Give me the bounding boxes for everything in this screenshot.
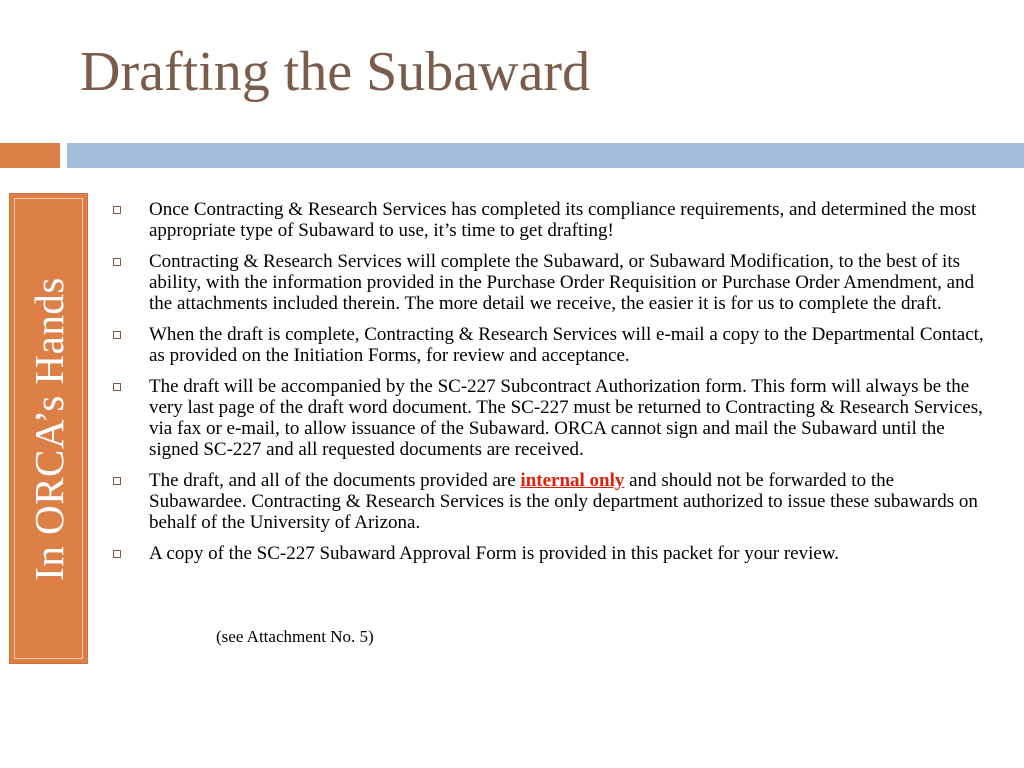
attachment-note: (see Attachment No. 5) — [216, 627, 374, 646]
accent-bar-blue — [67, 143, 1024, 168]
square-bullet-icon — [113, 550, 121, 558]
accent-bar-orange — [0, 143, 60, 168]
internal-only-emphasis: internal only — [520, 470, 625, 491]
bullet-item-1 — [113, 199, 993, 241]
square-bullet-icon — [113, 477, 121, 485]
side-panel — [9, 193, 88, 664]
square-bullet-icon — [113, 383, 121, 391]
bullet-item-4 — [113, 376, 993, 460]
bullet-list — [113, 199, 993, 574]
bullet-item-2 — [113, 251, 993, 314]
bullet-text: The draft will be accompanied by the SC-227 Subcontract Authorization form. This form will always be the very last page of the draft word document. The SC-227 must be returned to Contracting & Research Services, via fax or e-mail, to allow issuance of the Subaward. ORCA cannot sign and mail the Subaward until the signed SC-227 and all requested documents are received. — [149, 376, 983, 460]
bullet-item-3 — [113, 324, 993, 366]
page-title: Drafting the Subaward — [80, 41, 591, 103]
square-bullet-icon — [113, 331, 121, 339]
side-panel-label: In ORCA’s Hands — [25, 276, 72, 581]
bullet-text-before: The draft, and all of the documents provided are — [149, 470, 521, 491]
bullet-item-6 — [113, 543, 993, 564]
square-bullet-icon — [113, 258, 121, 266]
bullet-text: When the draft is complete, Contracting & Research Services will e-mail a copy to the Departmental Contact, as provided on the Initiation Forms, for review and acceptance. — [149, 324, 984, 366]
bullet-text: Contracting & Research Services will complete the Subaward, or Subaward Modification, to the best of its ability, with the information provided in the Purchase Order Requisition or Purchase Order Amendment, and the attachments included therein. The more detail we receive, the easier it is for us to complete the draft. — [149, 251, 975, 314]
square-bullet-icon — [113, 206, 121, 214]
bullet-text: A copy of the SC-227 Subaward Approval Form is provided in this packet for your review. — [149, 543, 840, 564]
bullet-text: Once Contracting & Research Services has completed its compliance requirements, and determined the most appropriate type of Subaward to use, it’s time to get drafting! — [149, 199, 977, 241]
bullet-text-after: and should not be forwarded to the Subawardee. Contracting & Research Services is the only department authorized to issue these subawards on behalf of the University of Arizona. — [149, 470, 978, 533]
bullet-item-5 — [113, 470, 993, 533]
